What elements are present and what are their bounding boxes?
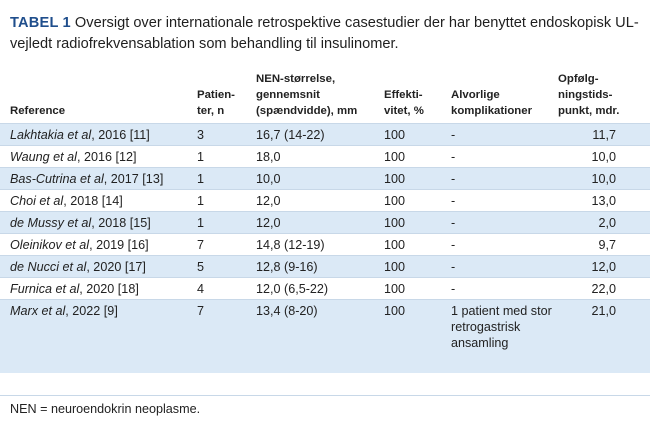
- cell-patients: 7: [197, 233, 256, 255]
- header-reference: Reference: [10, 104, 66, 117]
- cell-efficacy: 100: [384, 189, 451, 211]
- header-followup: Opfølg- ningstids- punkt, mdr.: [558, 72, 620, 117]
- caption-text: Oversigt over internationale retrospektive casestudier der har benyttet endoskopisk UL-vejledt radiofrekvensablation som behandling til insulinomer.: [10, 15, 639, 52]
- cell-nen-size: 12,0 (6,5-22): [256, 277, 384, 299]
- reference-author: Choi et al: [10, 193, 64, 208]
- header-complications: Alvorlige komplikationer: [451, 88, 533, 117]
- cell-efficacy: 100: [384, 299, 451, 373]
- table-footnote: NEN = neuroendokrin neoplasme.: [10, 402, 201, 416]
- reference-author: Marx et al: [10, 303, 66, 318]
- reference-author: Bas-Cutrina et al: [10, 171, 104, 186]
- table-row: [0, 299, 650, 373]
- cell-nen-size: 12,8 (9-16): [256, 255, 384, 277]
- reference-year-citation: , 2018 [15]: [91, 215, 151, 230]
- cell-followup: 2,0: [558, 211, 650, 233]
- cell-patients: 1: [197, 145, 256, 167]
- cell-complications: -: [451, 167, 558, 189]
- cell-efficacy: 100: [384, 211, 451, 233]
- cell-nen-size: 13,4 (8-20): [256, 299, 384, 373]
- reference-year-citation: , 2016 [12]: [76, 149, 137, 164]
- cell-followup: 10,0: [558, 145, 650, 167]
- cell-complications: -: [451, 145, 558, 167]
- table-row: [0, 255, 650, 277]
- cell-reference: [0, 277, 197, 299]
- cell-complications: -: [451, 211, 558, 233]
- cell-complications: -: [451, 123, 558, 145]
- cell-reference: [0, 233, 197, 255]
- cell-reference: [0, 189, 197, 211]
- cell-followup: 21,0: [558, 299, 650, 373]
- table-row: [0, 211, 650, 233]
- cell-nen-size: 16,7 (14-22): [256, 123, 384, 145]
- cell-patients: 5: [197, 255, 256, 277]
- cell-reference: [0, 145, 197, 167]
- reference-year-citation: , 2020 [18]: [79, 281, 139, 296]
- reference-year-citation: , 2017 [13]: [103, 171, 164, 186]
- cell-complications: 1 patient med stor retrogastrisk ansamling: [451, 299, 558, 373]
- table-label: TABEL 1: [10, 15, 71, 31]
- studies-table: [0, 61, 650, 373]
- cell-complications: -: [451, 255, 558, 277]
- cell-nen-size: 18,0: [256, 145, 384, 167]
- cell-reference: [0, 123, 197, 145]
- cell-complications: -: [451, 189, 558, 211]
- cell-patients: 4: [197, 277, 256, 299]
- header-nen-size: NEN-størrelse, gennemsnit (spændvidde), mm: [256, 72, 358, 117]
- reference-year-citation: , 2018 [14]: [63, 193, 123, 208]
- header-efficacy: Effekti- vitet, %: [384, 88, 424, 117]
- reference-year-citation: , 2019 [16]: [89, 237, 149, 252]
- cell-patients: 3: [197, 123, 256, 145]
- cell-nen-size: 10,0: [256, 167, 384, 189]
- header-row: [0, 61, 650, 123]
- table-row: [0, 123, 650, 145]
- cell-nen-size: 12,0: [256, 211, 384, 233]
- cell-patients: 1: [197, 167, 256, 189]
- cell-followup: 10,0: [558, 167, 650, 189]
- cell-efficacy: 100: [384, 145, 451, 167]
- cell-reference: [0, 255, 197, 277]
- reference-author: de Nucci et al: [10, 259, 87, 274]
- cell-patients: 7: [197, 299, 256, 373]
- reference-author: Lakhtakia et al: [10, 127, 92, 142]
- cell-followup: 22,0: [558, 277, 650, 299]
- reference-author: Oleinikov et al: [10, 237, 90, 252]
- cell-followup: 12,0: [558, 255, 650, 277]
- reference-year-citation: , 2020 [17]: [86, 259, 146, 274]
- cell-complications: -: [451, 277, 558, 299]
- cell-efficacy: 100: [384, 167, 451, 189]
- header-patients: Patien- ter, n: [197, 88, 235, 117]
- cell-reference: [0, 211, 197, 233]
- cell-patients: 1: [197, 189, 256, 211]
- table-row: [0, 145, 650, 167]
- cell-efficacy: 100: [384, 233, 451, 255]
- reference-year-citation: , 2022 [9]: [65, 303, 118, 318]
- cell-efficacy: 100: [384, 123, 451, 145]
- reference-author: Waung et al: [10, 149, 77, 164]
- cell-reference: [0, 299, 197, 373]
- table-row: [0, 189, 650, 211]
- table-row: [0, 277, 650, 299]
- table-row: [0, 167, 650, 189]
- table-row: [0, 233, 650, 255]
- cell-complications: -: [451, 233, 558, 255]
- cell-followup: 11,7: [558, 123, 650, 145]
- cell-followup: 9,7: [558, 233, 650, 255]
- cell-nen-size: 12,0: [256, 189, 384, 211]
- cell-efficacy: 100: [384, 255, 451, 277]
- cell-patients: 1: [197, 211, 256, 233]
- table-bottom-rule: [0, 395, 650, 396]
- cell-followup: 13,0: [558, 189, 650, 211]
- cell-reference: [0, 167, 197, 189]
- reference-author: de Mussy et al: [10, 215, 92, 230]
- reference-year-citation: , 2016 [11]: [91, 127, 150, 142]
- reference-author: Furnica et al: [10, 281, 80, 296]
- cell-nen-size: 14,8 (12-19): [256, 233, 384, 255]
- table-caption: [10, 13, 640, 55]
- cell-efficacy: 100: [384, 277, 451, 299]
